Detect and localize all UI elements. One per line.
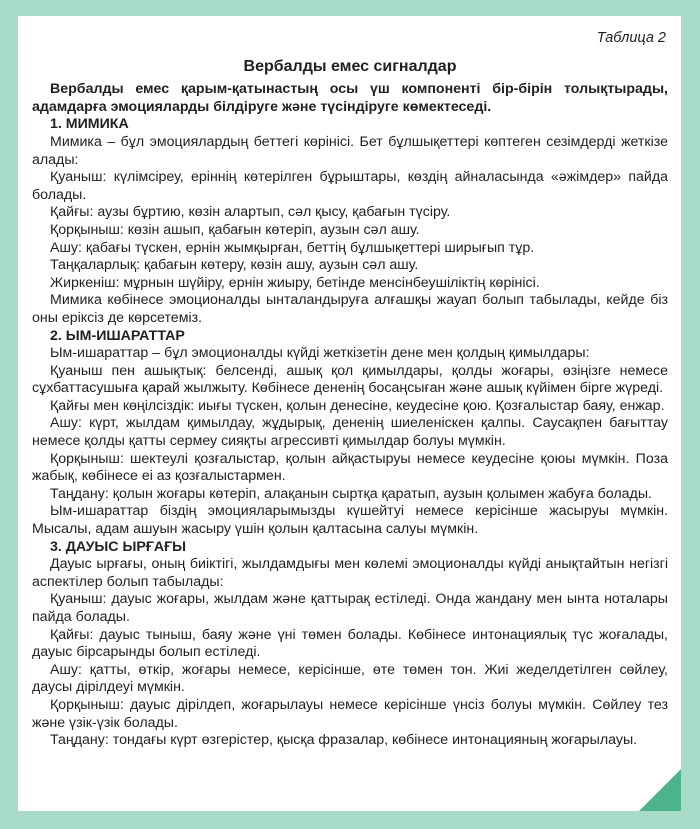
paragraph: Ашу: қабағы түскен, ернін жымқырған, беттің бұлшықеттері ширығып тұр. (50, 239, 535, 256)
paragraph: Ашу: қатты, өткір, жоғары немесе, керісінше, өте төмен тон. Жиі жеделдетілген сөйлеу, даусы дірілдеуі мүмкін. (32, 661, 668, 696)
paragraph: Ашу: күрт, жылдам қимылдау, жұдырық, дененің шиеленіскен қалпы. Саусақпен бағыттау немесе қолды қатты сермеу сияқты агрессивті қимылдар болуы мүмкін. (32, 415, 668, 450)
page-title: Вербалды емес сигналдар (243, 57, 457, 75)
section-heading-mimika: 1. МИМИКА (50, 116, 129, 133)
paragraph: Қуаныш: дауыс жоғары, жылдам және қаттырақ естіледі. Онда жандану мен ынта ноталары пайда болады. (32, 591, 668, 625)
paragraph: Мимика көбінесе эмоционалды ынталандыруға алғашқы жауап болып табылады, кейде біз оны еріксіз де көрсетеміз. (32, 292, 668, 326)
page-fold-corner (639, 769, 681, 811)
paragraph: Жиркеніш: мұрнын шүйіру, ернін жиыру, бетінде менсінбеушіліктің көрінісі. (50, 274, 540, 291)
paragraph: Қайғы: дауыс тыныш, баяу және үні төмен болады. Көбінесе интонациялық түс жоғалады, дауыс бірсарынды болып естіледі. (32, 626, 668, 661)
paragraph: Таңдану: тондағы күрт өзгерістер, қысқа фразалар, көбінесе интонацияның жоғарылауы. (50, 732, 638, 749)
paragraph: Қайғы мен көңілсіздік: иығы түскен, қолын денесіне, кеудесіне қою. Қозғалыстар баяу, енжар. (50, 397, 665, 414)
section-heading-gestures: 2. ЫМ-ИШАРАТТАР (50, 327, 185, 344)
paragraph: Қуаныш пен ашықтық: белсенді, ашық қол қимылдары, қолды жоғары, өзіңізге немесе сұхбаттасушыға қарай жылжыту. Көбінесе дененің босаңсыған және ашық күйімен бірге жүреді. (32, 362, 668, 397)
paragraph: Ым-ишараттар – бұл эмоционалды күйді жеткізетін дене мен қолдың қимылдары: (50, 345, 590, 362)
paragraph: Мимика – бұл эмоциялардың беттегі көрінісі. Бет бұлшықеттері көптеген сезімдерді жеткізе алады: (32, 133, 668, 168)
paragraph: Дауыс ырғағы, оның биіктігі, жылдамдығы мен көлемі эмоционалды күйді анықтайтын негізгі аспектілер болып табылады: (32, 556, 668, 590)
paragraph: Таңқаларлық: қабағын көтеру, көзін ашу, аузын сәл ашу. (50, 257, 419, 274)
paragraph: Қайғы: аузы бұртию, көзін алартып, сәл қысу, қабағын түсіру. (50, 204, 451, 221)
table-label: Таблица 2 (596, 30, 666, 46)
lead-paragraph: Вербалды емес қарым-қатынастың осы үш компоненті бір-бірін толықтырады, адамдарға эмоцияларды білдіруге және түсіндіруге көмектеседі. (32, 81, 668, 115)
paragraph: Қорқыныш: көзін ашып, қабағын көтеріп, аузын сәл ашу. (50, 221, 420, 238)
section-heading-voice: 3. ДАУЫС ЫРҒАҒЫ (50, 538, 187, 555)
paragraph: Қорқыныш: шектеулі қозғалыстар, қолын айқастыруы немесе кеудесіне қоюы мүмкін. Поза жабық, көбінесе еі аз қозғалыстармен. (32, 450, 668, 485)
document-body (32, 30, 668, 750)
paragraph: Қорқыныш: дауыс дірілдеп, жоғарылауы немесе керісінше үнсіз болуы мүмкін. Сөйлеу тез және үзік-үзік болады. (32, 696, 668, 731)
paragraph: Қуаныш: күлімсіреу, еріннің көтерілген бұрыштары, көздің айналасында «әжімдер» пайда болады. (32, 169, 668, 203)
paragraph: Таңдану: қолын жоғары көтеріп, алақанын сыртқа қаратып, аузын қолымен жабуға болады. (50, 485, 652, 502)
paragraph: Ым-ишараттар біздің эмоцияларымызды күшейтуі немесе керісінше жасыруы мүмкін. Мысалы, адам ашуын жасыру үшін қолын қалтасына салуы мүмкін. (32, 503, 668, 538)
